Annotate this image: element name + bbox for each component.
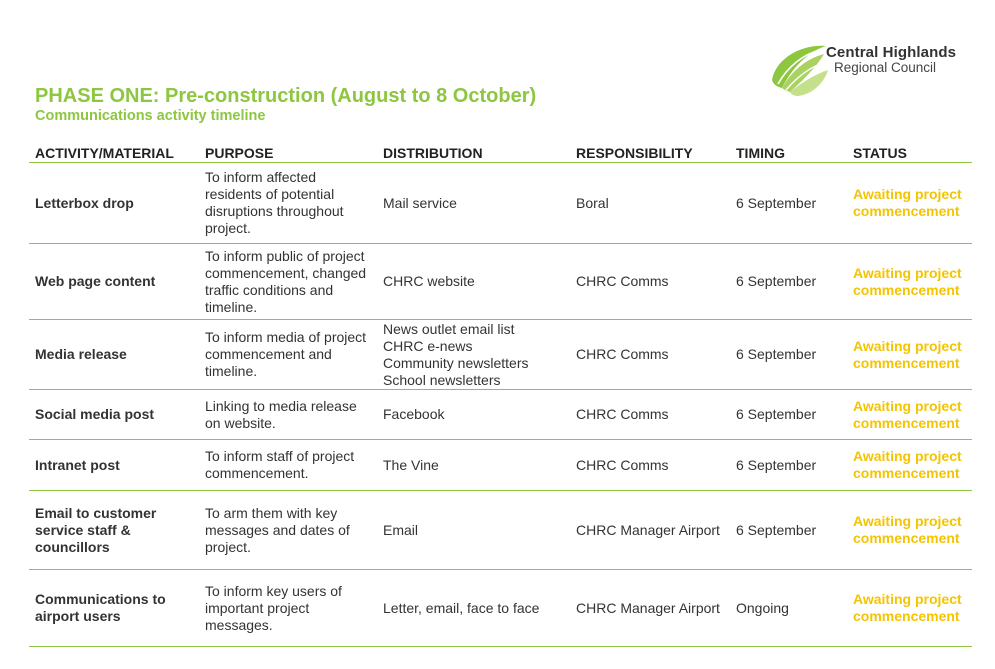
distribution-item: CHRC e-news (383, 337, 473, 354)
responsibility-cell: CHRC Comms (570, 390, 730, 440)
activity-cell: Web page content (29, 244, 199, 320)
purpose-cell: To inform affected residents of potential disruptions throughout project. (199, 163, 377, 244)
purpose-cell: To inform key users of important project messages. (199, 570, 377, 647)
header-timing: TIMING (730, 145, 847, 163)
activity-cell: Media release (29, 320, 199, 390)
responsibility-cell: CHRC Manager Airport (570, 570, 730, 647)
status-cell: Awaiting project commencement (847, 244, 972, 320)
purpose-cell: To inform media of project commencement and timeline. (199, 320, 377, 390)
status-cell: Awaiting project commencement (847, 491, 972, 570)
activity-cell: Communications to airport users (29, 570, 199, 647)
header-activity: ACTIVITY/MATERIAL (29, 145, 199, 163)
status-cell: Awaiting project commencement (847, 320, 972, 390)
activity-cell: Email to customer service staff & councillors (29, 491, 199, 570)
table-header-row (29, 145, 972, 163)
timing-cell: 6 September (730, 163, 847, 244)
header-responsibility: RESPONSIBILITY (570, 145, 730, 163)
distribution-item: Mail service (383, 194, 457, 211)
distribution-item: Community newsletters (383, 354, 529, 371)
header-purpose: PURPOSE (199, 145, 377, 163)
table-row (29, 244, 972, 320)
header-distribution: DISTRIBUTION (377, 145, 570, 163)
table-row (29, 320, 972, 390)
distribution-item: Facebook (383, 406, 445, 422)
distribution-cell (377, 440, 570, 491)
distribution-item: Letter, email, face to face (383, 599, 540, 616)
logo-subtitle: Regional Council (834, 60, 937, 75)
timing-cell: Ongoing (730, 570, 847, 647)
distribution-cell (377, 390, 570, 440)
distribution-cell (377, 491, 570, 570)
table-row (29, 163, 972, 244)
responsibility-cell: Boral (570, 163, 730, 244)
purpose-cell: Linking to media release on website. (199, 390, 377, 440)
distribution-cell (377, 163, 570, 244)
status-cell: Awaiting project commencement (847, 163, 972, 244)
timing-cell: 6 September (730, 244, 847, 320)
header-status: STATUS (847, 145, 972, 163)
distribution-item: CHRC website (383, 273, 475, 289)
page-title: PHASE ONE: Pre-construction (August to 8 October) (35, 85, 537, 107)
timing-cell: 6 September (730, 320, 847, 390)
communications-timeline-table (29, 145, 972, 647)
activity-cell: Intranet post (29, 440, 199, 491)
distribution-cell (377, 244, 570, 320)
purpose-cell: To inform public of project commencement, changed traffic conditions and timeline. (199, 244, 377, 320)
table-row (29, 390, 972, 440)
responsibility-cell: CHRC Comms (570, 320, 730, 390)
purpose-cell: To arm them with key messages and dates of project. (199, 491, 377, 570)
logo-name: Central Highlands (826, 44, 957, 61)
timing-cell: 6 September (730, 491, 847, 570)
status-cell: Awaiting project commencement (847, 440, 972, 491)
status-cell: Awaiting project commencement (847, 390, 972, 440)
council-logo (768, 40, 978, 100)
status-cell: Awaiting project commencement (847, 570, 972, 647)
responsibility-cell: CHRC Comms (570, 440, 730, 491)
page-subtitle: Communications activity timeline (35, 108, 266, 124)
distribution-item: Email (383, 521, 419, 538)
distribution-item: School newsletters (383, 371, 501, 388)
responsibility-cell: CHRC Comms (570, 244, 730, 320)
table-row (29, 570, 972, 647)
distribution-cell (377, 320, 570, 390)
chrc-leaf-logo-icon (768, 40, 830, 100)
distribution-item: News outlet email list (383, 320, 515, 337)
purpose-cell: To inform staff of project commencement. (199, 440, 377, 491)
activity-cell: Social media post (29, 390, 199, 440)
table-row (29, 440, 972, 491)
activity-cell: Letterbox drop (29, 163, 199, 244)
distribution-cell (377, 570, 570, 647)
table-row (29, 491, 972, 570)
timing-cell: 6 September (730, 440, 847, 491)
responsibility-cell: CHRC Manager Airport (570, 491, 730, 570)
timing-cell: 6 September (730, 390, 847, 440)
distribution-item: The Vine (383, 456, 439, 473)
